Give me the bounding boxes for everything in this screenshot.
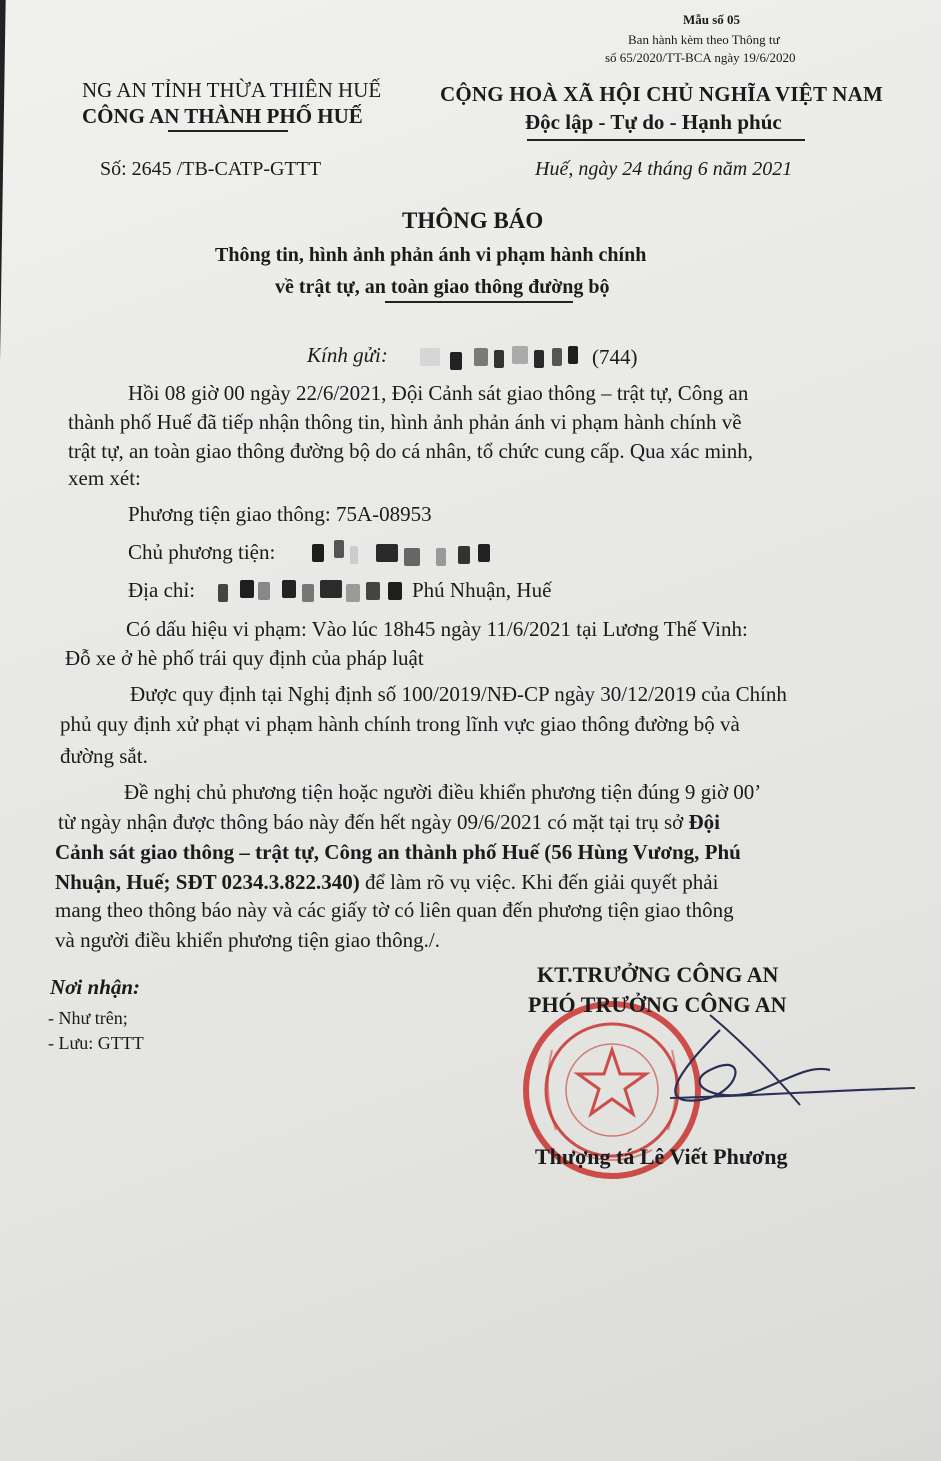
recipients-item1: - Như trên; <box>48 1008 128 1028</box>
recipients-title: Nơi nhận: <box>50 975 141 999</box>
document-number: Số: 2645 /TB-CATP-GTTT <box>100 158 322 180</box>
violation-line2: Đỗ xe ở hè phố trái quy định của pháp luật <box>65 646 424 670</box>
nation-title: CỘNG HOÀ XÃ HỘI CHỦ NGHĨA VIỆT NAM <box>440 82 883 106</box>
issued-with-line1: Ban hành kèm theo Thông tư <box>628 32 780 47</box>
signer-name: Thượng tá Lê Viết Phương <box>535 1144 788 1169</box>
place-date: Huế, ngày 24 tháng 6 năm 2021 <box>535 158 793 180</box>
request-line4-text: để làm rõ vụ việc. Khi đến giải quyết phải <box>359 870 719 894</box>
form-number: Mẫu số 05 <box>683 12 741 27</box>
org-line2: CÔNG AN THÀNH PHỐ HUẾ <box>82 104 363 128</box>
vehicle-plate: Phương tiện giao thông: 75A-08953 <box>128 502 432 526</box>
document-title: THÔNG BÁO <box>402 208 544 233</box>
address-label: Địa chỉ: <box>128 578 196 602</box>
request-line6: và người điều khiển phương tiện giao thông./. <box>55 928 441 952</box>
request-line1: Đề nghị chủ phương tiện hoặc người điều khiển phương tiện đúng 9 giờ 00’ <box>124 780 762 804</box>
decree-line2: phủ quy định xử phạt vi phạm hành chính trong lĩnh vực giao thông đường bộ và <box>60 712 740 736</box>
request-line2-text: từ ngày nhận được thông báo này đến hết ngày 09/6/2021 có mặt tại trụ sở <box>58 810 689 834</box>
motto-underline <box>527 139 805 141</box>
request-line3: Cảnh sát giao thông – trật tự, Công an thành phố Huế (56 Hùng Vương, Phú <box>55 840 741 864</box>
intro-line3: trật tự, an toàn giao thông đường bộ do cá nhân, tổ chức cung cấp. Qua xác minh, <box>68 439 753 463</box>
org-line1: NG AN TỈNH THỪA THIÊN HUẾ <box>82 78 382 102</box>
decree-line1: Được quy định tại Nghị định số 100/2019/NĐ-CP ngày 30/12/2019 của Chính <box>130 682 787 706</box>
issued-with-line2: số 65/2020/TT-BCA ngày 19/6/2020 <box>605 50 796 65</box>
org-underline <box>168 130 288 132</box>
address-tail: Phú Nhuận, Huế <box>412 578 552 602</box>
request-line2-bold: Đội <box>688 810 721 834</box>
request-line2 <box>58 810 720 835</box>
recipients-item2: - Lưu: GTTT <box>48 1033 144 1053</box>
intro-line4: xem xét: <box>68 466 141 490</box>
request-line4 <box>55 870 718 895</box>
decree-line3: đường sắt. <box>60 744 148 768</box>
document-subtitle-2: về trật tự, an toàn giao thông đường bộ <box>275 276 610 298</box>
nation-motto: Độc lập - Tự do - Hạnh phúc <box>525 110 782 134</box>
intro-line1: Hồi 08 giờ 00 ngày 22/6/2021, Đội Cảnh sát giao thông – trật tự, Công an <box>128 381 749 405</box>
signature-title2: PHÓ TRƯỞNG CÔNG AN <box>528 992 787 1017</box>
intro-line2: thành phố Huế đã tiếp nhận thông tin, hình ảnh phản ánh vi phạm hành chính về <box>68 410 742 434</box>
handwritten-signature <box>600 1010 920 1120</box>
document-subtitle-1: Thông tin, hình ảnh phản ánh vi phạm hành chính <box>215 244 647 266</box>
owner-label: Chủ phương tiện: <box>128 540 276 564</box>
recipient-code: (744) <box>592 345 638 369</box>
signature-title1: KT.TRƯỞNG CÔNG AN <box>537 962 779 987</box>
subtitle-underline <box>385 301 573 303</box>
request-line4-bold: Nhuận, Huế; SĐT 0234.3.822.340) <box>55 870 360 894</box>
violation-line1: Có dấu hiệu vi phạm: Vào lúc 18h45 ngày 11/6/2021 tại Lương Thế Vinh: <box>126 617 748 641</box>
request-line5: mang theo thông báo này và các giấy tờ có liên quan đến phương tiện giao thông <box>55 898 734 922</box>
recipient-label: Kính gửi: <box>307 343 388 367</box>
